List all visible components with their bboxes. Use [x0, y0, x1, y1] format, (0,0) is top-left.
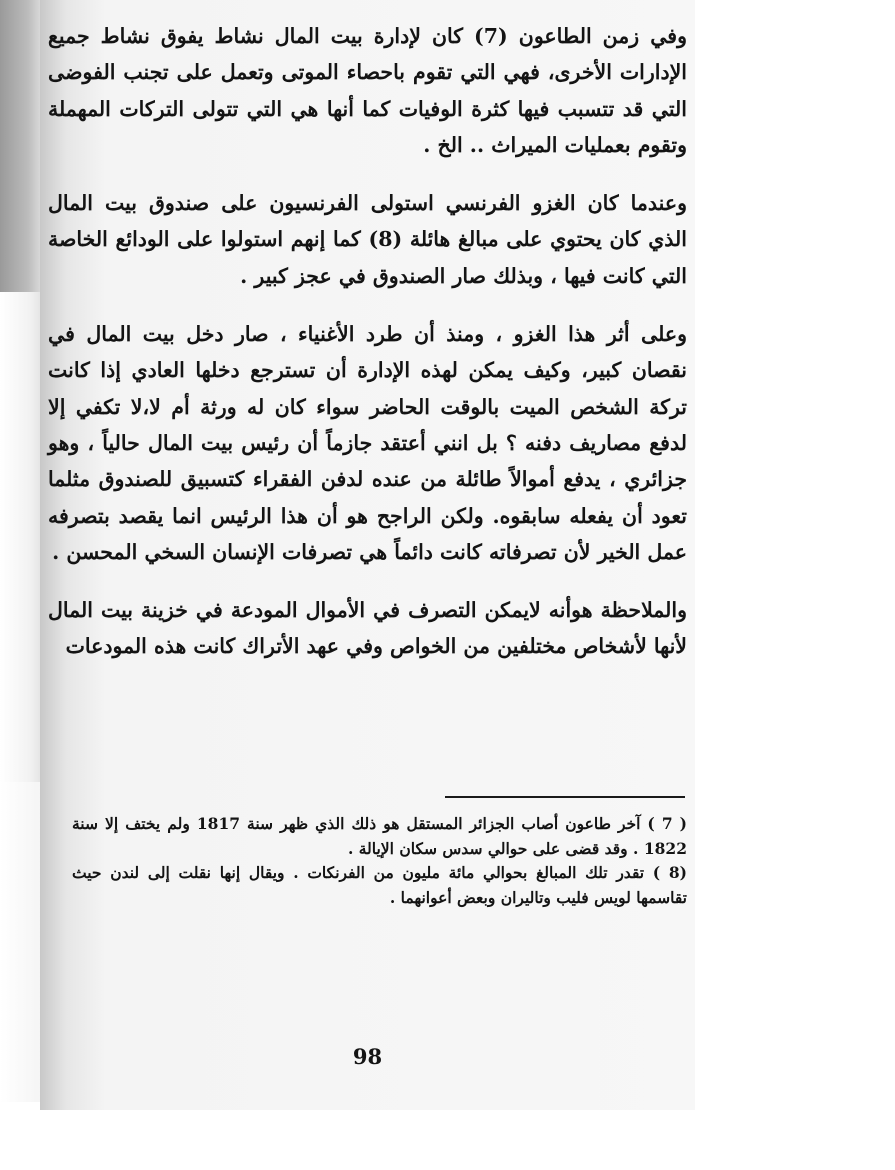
scan-shadow-top [0, 0, 40, 292]
page-number: 98 [352, 1044, 383, 1069]
scanned-book-page [40, 0, 695, 1110]
paragraph-plague: وفي زمن الطاعون (7) كان لإدارة بيت المال نشاط يفوق نشاط جميع الإدارات الأخرى، فهي التي تقوم باحصاء الموتى وتعمل على تجنب الفوضى التي قد تتسبب فيها كثرة الوفيات كما أنها هي التي تتولى التركات المهملة وتقوم بعمليات الميراث .. الخ . [48, 24, 687, 157]
main-text [40, 18, 695, 665]
footnote-8: (8 ) تقدر تلك المبالغ بحوالي مائة مليون من الفرنكات . ويقال إنها نقلت إلى لندن حيث تقاسمها لويس فليب وتاليران وبعض أعوانهما . [72, 863, 687, 907]
footnote-separator [445, 796, 685, 798]
footnote-7: ( 7 ) آخر طاعون أصاب الجزائر المستقل هو ذلك الذي ظهر سنة 1817 ولم يختف إلا سنة 1822 . وقد قضى على حوالي سدس سكان الإيالة . [72, 814, 687, 858]
footnotes [72, 812, 687, 910]
paragraph-after-invasion: وعلى أثر هذا الغزو ، ومنذ أن طرد الأغنياء ، صار دخل بيت المال في نقصان كبير، وكيف يمكن لهذه الإدارة أن تسترجع دخلها العادي إذا كانت تركة الشخص الميت بالوقت الحاضر سواء كان له ورثة أم لا،لا تكفي إلا لدفع مصاريف دفنه ؟ بل انني أعتقد جازماً أن رئيس بيت المال حالياً ، وهو جزائري ، يدفع أموالاً طائلة من عنده لدفن الفقراء كتسبيق للصندوق مثلما تعود أن يفعله سابقوه. ولكن الراجح هو أن هذا الرئيس انما يقصد بتصرفه عمل الخير لأن تصرفاته كانت دائماً هي تصرفات الإنسان السخي المحسن . [48, 322, 687, 564]
paragraph-french-invasion: وعندما كان الغزو الفرنسي استولى الفرنسيون على صندوق بيت المال الذي كان يحتوي على مبالغ هائلة (8) كما إنهم استولوا على الودائع الخاصة التي كانت فيها ، وبذلك صار الصندوق في عجز كبير . [48, 191, 687, 288]
paragraph-deposits: والملاحظة هوأنه لايمكن التصرف في الأموال المودعة في خزينة بيت المال لأنها لأشخاص مختلفين من الخواص وفي عهد الأتراك كانت هذه المودعات [48, 598, 687, 659]
